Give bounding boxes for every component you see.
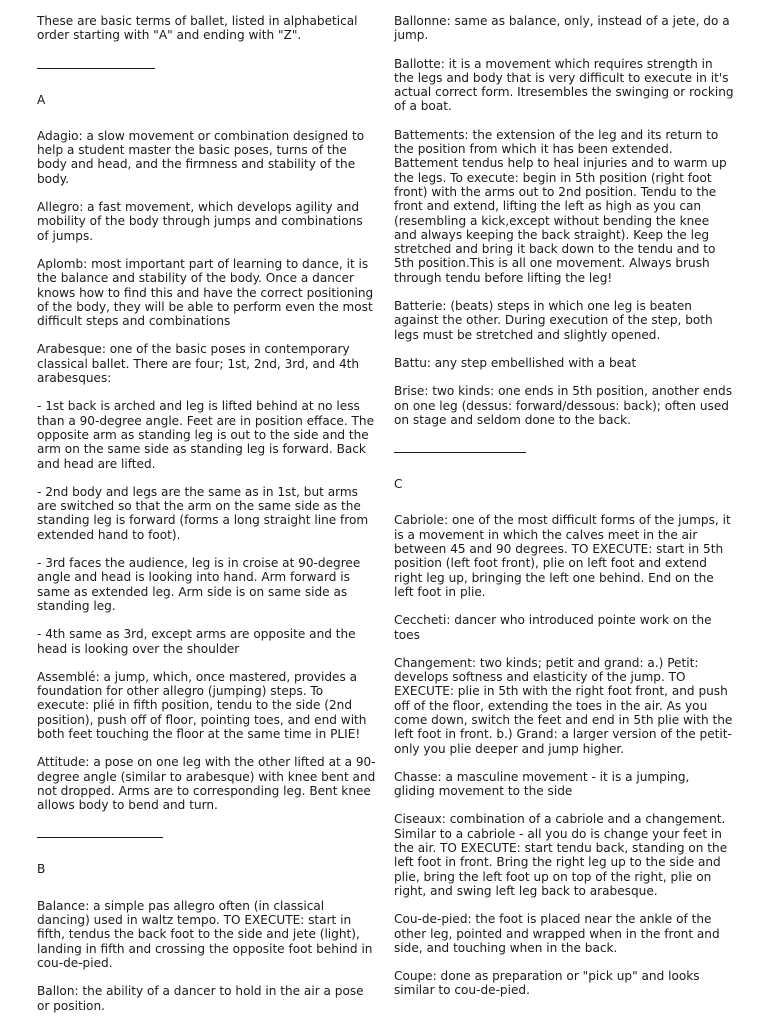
term-battements: Battements: the extension of the leg and its return to the position from which it has been extended. Battement tendus help to heal injuries and to warm up the legs. To execute: begin in 5th position (right foot front) with the arms out to 2nd position. Tendu to the front and extend, lifting the left as high as you can (resembling a kick,except without bending the knee and always keeping the back straight). Keep the leg stretched and bring it back down to the tendu and to 5th position.This is all one movement. Always brush through tendu before lifting the leg!: [394, 127, 727, 285]
letter-heading-c: C: [394, 477, 403, 492]
term-adagio: Adagio: a slow movement or combination designed to help a student master the basic poses, turns of the body and head, and the firmness and stability of the body.: [37, 128, 365, 186]
arabesque-fourth: - 4th same as 3rd, except arms are opposite and the head is looking over the shoulder: [37, 627, 356, 656]
section-divider: [37, 68, 155, 69]
term-allegro: Allegro: a fast movement, which develops agility and mobility of the body through jumps and combinations of jumps.: [37, 200, 363, 243]
left-column: [37, 14, 377, 1027]
term-balance: Balance: a simple pas allegro often (in classical dancing) used in waltz tempo. TO EXECUTE: start in fifth, tendus the back foot to the side and jete (light), landing in fifth and crossing the opposite foot behind in cou-de-pied.: [37, 898, 373, 970]
term-chasse: Chasse: a masculine movement - it is a jumping, gliding movement to the side: [394, 769, 690, 799]
intro-paragraph: These are basic terms of ballet, listed in alphabetical order starting with "A" and ending with "Z".: [37, 14, 358, 43]
term-attitude: Attitude: a pose on one leg with the other lifted at a 90-degree angle (similar to arabesque) with knee bent and not dropped. Arms are to corresponding leg. Bent knee allows body to bend and turn.: [37, 755, 376, 813]
term-arabesque: Arabesque: one of the basic poses in contemporary classical ballet. There are four; 1st, 2nd, 3rd, and 4th arabesques:: [37, 342, 360, 386]
term-cou-de-pied: Cou-de-pied: the foot is placed near the ankle of the other leg, pointed and wrapped when in the front and side, and touching when in the back.: [394, 912, 720, 955]
term-ballon: Ballon: the ability of a dancer to hold in the air a pose or position.: [37, 984, 364, 1013]
letter-heading-a: A: [37, 92, 46, 107]
term-ciseaux: Ciseaux: combination of a cabriole and a changement. Similar to a cabriole - all you do is change your feet in the air. TO EXECUTE: start tendu back, standing on the left foot in front. Bring the right leg up to the side and plie, bring the left foot up on top of the right, plie on right, and swing left leg back to arabesque.: [394, 812, 728, 898]
term-brise: Brise: two kinds: one ends in 5th position, another ends on one leg (dessus: forward/dessous: back); often used on stage and seldom done to the back.: [394, 384, 732, 427]
section-divider: [37, 837, 163, 838]
term-aplomb: Aplomb: most important part of learning to dance, it is the balance and stability of the body. Once a dancer knows how to find this and have the correct positioning of the body, they will be able to perform even the most difficult steps and combinations: [37, 256, 374, 329]
term-changement: Changement: two kinds; petit and grand: a.) Petit: develops softness and elasticity of the jump. TO EXECUTE: plie in 5th with the right foot front, and push off of the floor, extending the toes in the air. As you come down, switch the feet and end in 5th plie with the left foot in front. b.) Grand: a larger version of the petit- only you plie deeper and jump higher.: [394, 655, 733, 756]
right-column: [394, 14, 734, 1012]
term-coupe: Coupe: done as preparation or "pick up" and looks similar to cou-de-pied.: [394, 969, 700, 998]
term-assemble: Assemblé: a jump, which, once mastered, provides a foundation for other allegro (jumping) steps. To execute: plié in fifth position, tendu to the side (2nd position), push off of floor, pointing toes, and end with both feet touching the floor at the same time in PLIE!: [37, 669, 367, 741]
section-divider: [394, 452, 526, 453]
term-ceccheti: Ceccheti: dancer who introduced pointe work on the toes: [394, 613, 712, 642]
term-batterie: Batterie: (beats) steps in which one leg is beaten against the other. During execution of the step, both legs must be stretched and slightly opened.: [394, 299, 713, 342]
letter-heading-b: B: [37, 862, 46, 877]
arabesque-first: - 1st back is arched and leg is lifted behind at no less than a 90-degree angle. Feet are in position efface. The opposite arm as standing leg is out to the side and the arm on the same side as standing leg is forward. Back and head are lifted.: [37, 399, 375, 471]
term-ballonne: Ballonne: same as balance, only, instead of a jete, do a jump.: [394, 14, 730, 43]
term-battu: Battu: any step embellished with a beat: [394, 355, 637, 370]
arabesque-second: - 2nd body and legs are the same as in 1st, but arms are switched so that the arm on the same side as the standing leg is forward (forms a long straight line from extended hand to foot).: [37, 484, 369, 542]
term-cabriole: Cabriole: one of the most difficult forms of the jumps, it is a movement in which the calves meet in the air between 45 and 90 degrees. TO EXECUTE: start in 5th position (left foot front), plie on left foot and extend right leg up, bringing the left one behind. End on the left foot in plie.: [394, 513, 731, 599]
term-ballotte: Ballotte: it is a movement which requires strength in the legs and body that is very difficult to execute in it's actual correct form. Itresembles the swinging or rocking of a boat.: [394, 56, 734, 114]
arabesque-third: - 3rd faces the audience, leg is in croise at 90-degree angle and head is looking into hand. Arm forward is same as extended leg. Arm side is on same side as standing leg.: [37, 556, 361, 613]
